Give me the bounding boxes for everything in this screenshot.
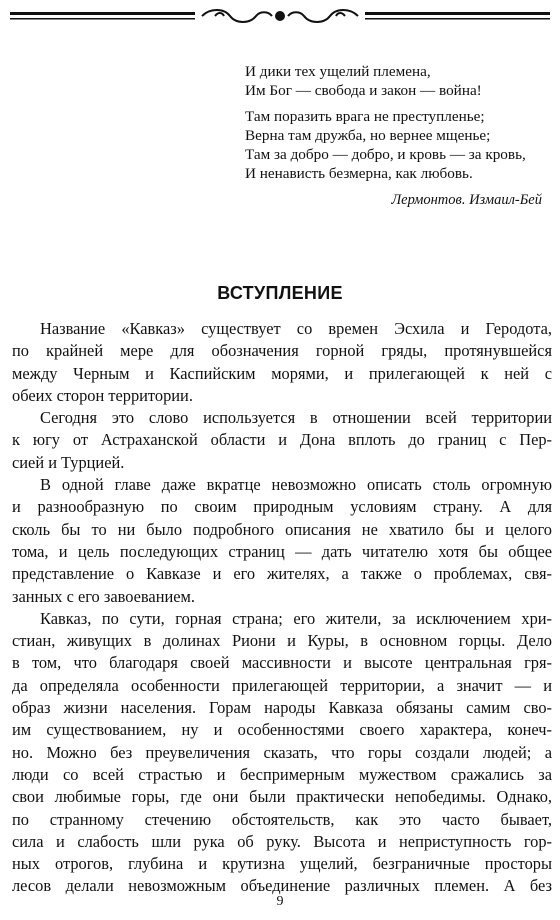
body-line: Сегодня это слово используется в отношении всей территории bbox=[40, 408, 552, 428]
body-line: Название «Кавказ» существует со времен Эсхила и Геродота, bbox=[40, 319, 552, 338]
epigraph-line: Там за добро — добро, и кровь — за кровь, bbox=[245, 146, 526, 163]
body-line: свои любимые горы, где они были практически непобедимы. Однако, bbox=[12, 787, 552, 807]
header-rule-right-thick bbox=[365, 12, 550, 15]
header-rule-right-thin bbox=[365, 18, 550, 20]
body-line: им существованием, ну и особенностями своего характера, конеч- bbox=[12, 720, 552, 740]
body-line: Кавказ, по сути, горная страна; его жители, за исключением хри- bbox=[40, 608, 552, 628]
body-line: между Черным и Каспийским морями, и прилегающей к ней с bbox=[12, 363, 552, 383]
page-number: 9 bbox=[276, 894, 284, 909]
header-rule-left-thick bbox=[10, 12, 195, 15]
body-line: занных с его завоеванием. bbox=[12, 586, 195, 606]
body-line: сколь бы то ни было подробного описания не хватило бы и целого bbox=[12, 519, 552, 539]
epigraph-line: Им Бог — свобода и закон — война! bbox=[245, 82, 482, 99]
body-line: и разнообразную по своим природным условиям страну. А для bbox=[12, 497, 552, 517]
body-line: обеих сторон территории. bbox=[12, 385, 193, 405]
body-line: люди со всей страстью и беспримерным мужеством сражались за bbox=[12, 764, 552, 784]
epigraph bbox=[245, 62, 545, 190]
epigraph-stanza-2 bbox=[245, 107, 545, 183]
epigraph-stanza-1 bbox=[245, 62, 545, 100]
body-line: ных отрогов, глубина и крутизна ущелий, безграничные просторы bbox=[12, 854, 552, 874]
body-line: сила и слабость шли рука об руку. Высота и неприступность гор- bbox=[12, 831, 552, 851]
epigraph-line: Там поразить врага не преступленье; bbox=[245, 108, 485, 125]
body-line: в том, что благодаря своей массивности и высоте центральная гря- bbox=[12, 653, 552, 673]
body-line: В одной главе даже вкратце невозможно описать столь огромную bbox=[40, 475, 552, 495]
body-line: представление о Кавказе и его жителях, а также о проблемах, свя- bbox=[12, 564, 552, 584]
body-line: образ жизни населения. Горам народы Кавказа обязаны самим сво- bbox=[12, 698, 552, 718]
header-rule-left-thin bbox=[10, 18, 195, 20]
body-line: лесов делали невозможным объединение различных племен. А без bbox=[12, 876, 552, 896]
epigraph-line: И ненависть безмерна, как любовь. bbox=[245, 165, 473, 182]
body-text bbox=[12, 318, 552, 898]
section-title: ВСТУПЛЕНИЕ bbox=[217, 283, 343, 303]
body-line: стиан, живущих в долинах Риони и Куры, в основном горцы. Дело bbox=[12, 631, 552, 651]
epigraph-attribution: Лермонтов. Измаил-Бей bbox=[391, 192, 542, 208]
epigraph-line: И дики тех ущелий племена, bbox=[245, 63, 431, 80]
body-line: тома, и цель последующих страниц — дать читателю хотя бы общее bbox=[12, 541, 552, 561]
body-line: да определяла особенности прилегающей территории, а значит — и bbox=[12, 675, 552, 695]
header-ornament bbox=[10, 6, 550, 28]
epigraph-line: Верна там дружба, но вернее мщенье; bbox=[245, 127, 491, 144]
body-line: к югу от Астраханской области и Дона вплоть до границ с Пер- bbox=[12, 430, 552, 450]
body-line: по крайней мере для обозначения горной гряды, протянувшейся bbox=[12, 341, 552, 361]
body-line: но. Можно без преувеличения сказать, что горы создали людей; а bbox=[12, 742, 552, 762]
body-line: сией и Турцией. bbox=[12, 452, 125, 472]
flourish-icon bbox=[202, 10, 358, 22]
body-line: по странному стечению обстоятельств, как это часто бывает, bbox=[12, 809, 552, 829]
